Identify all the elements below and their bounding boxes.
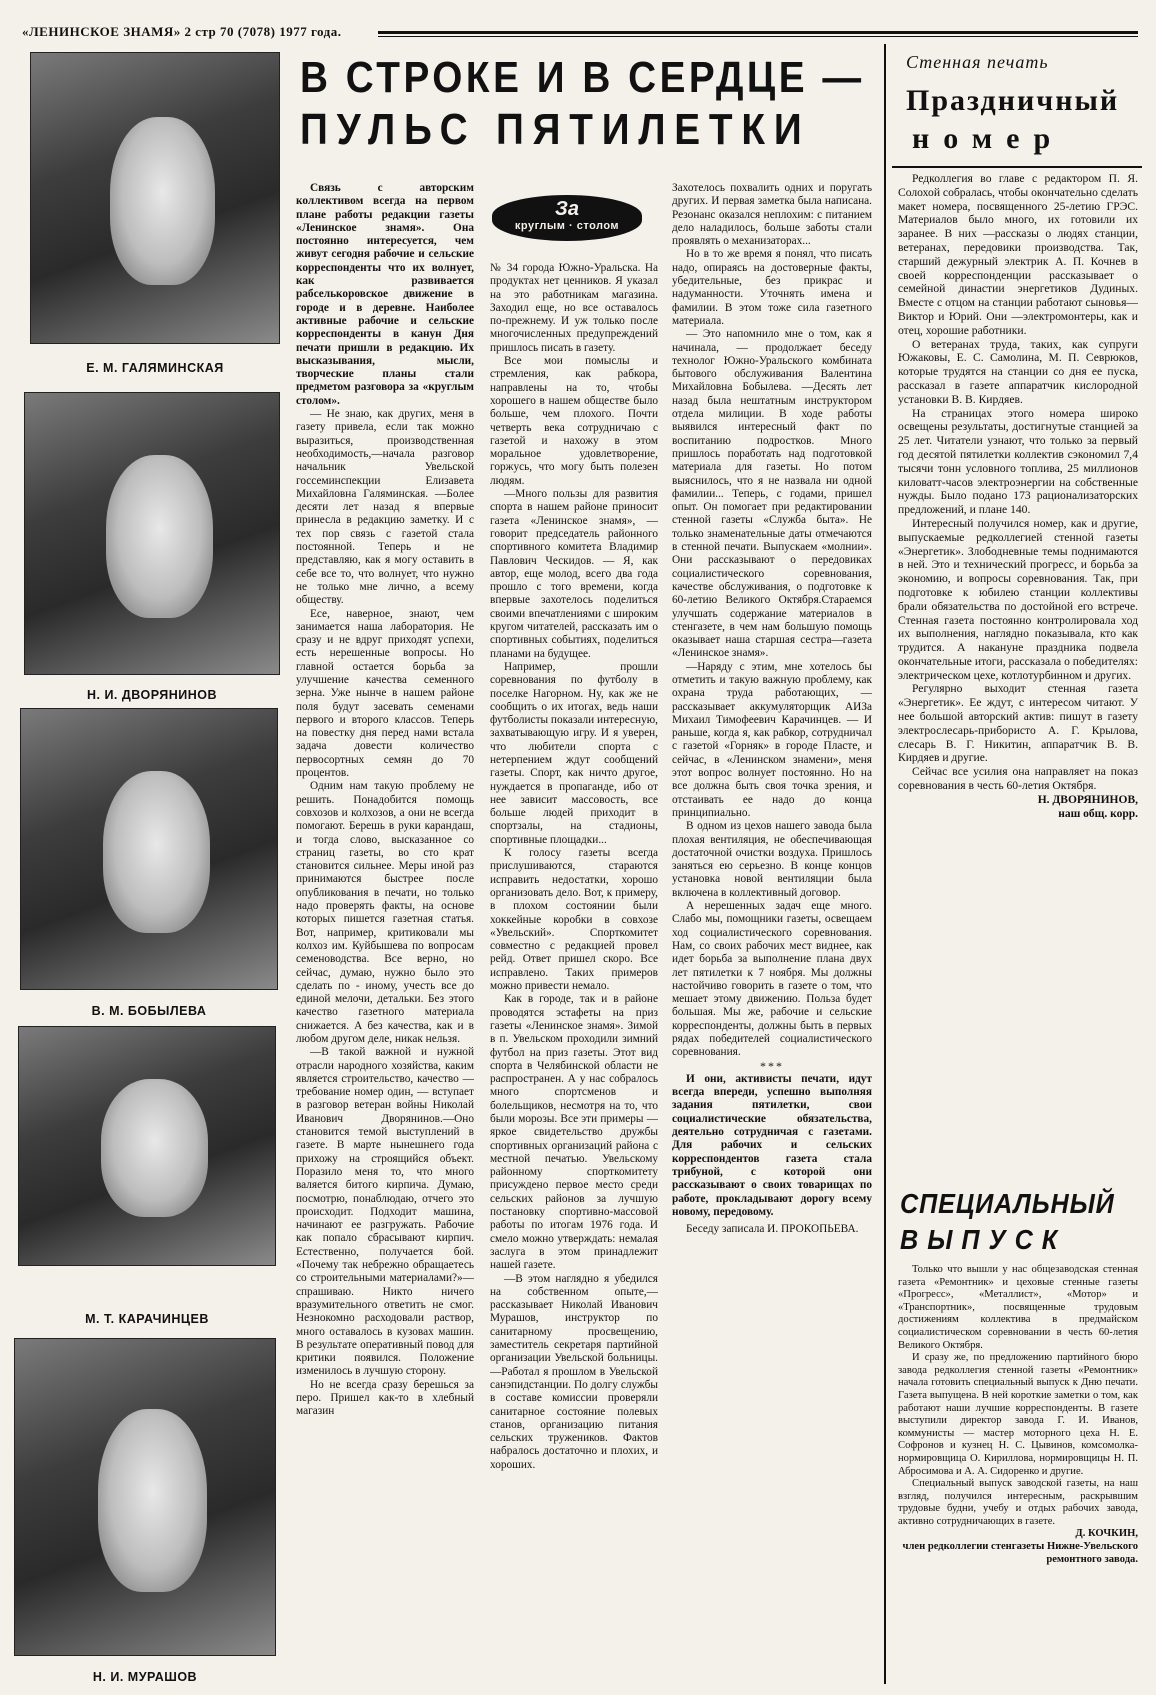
special-title-line-1: СПЕЦИАЛЬНЫЙ bbox=[900, 1188, 1115, 1219]
side-signature-role: наш общ. корр. bbox=[1058, 807, 1138, 820]
paragraph: — Это напомнило мне о том, как я начинала, — продолжает беседу технолог Южно-Уральского комбината бытового обслуживания Валентина Михайловна Бобылева. —Десять лет назад была нештатным инструктором отдела милиции. В ходе работы выявился интересный факт по воспитанию подростков. Много пришлось поработать над подготовкой материала для газеты. Но потом выяснилось, что я не назвала ни одной фамилии... Теперь, с годами, пришел опыт. Он помогает при редактировании стенной газеты «Служба быта». Не только знаменательные даты отмечаются в стенной печати. Выпускаем «молнии». Они рассказывают о передовиках социалистического соревнования, качестве обслуживания, о подготовке к 60-летию Великого Октября.Стараемся улучшать содержание материалов в стенгазете, в чем нам большую помощь оказывает наша старшая сестра—газета «Ленинское знамя». bbox=[672, 328, 872, 660]
paragraph: —В этом наглядно я убедился на собственном опыте,— рассказывает Николай Иванович Мурашов, инструктор по санитарному просвещению, заместитель секретаря партийной организации Увельской больницы. —Работал я прошлом в Увельской санэпидстанции. По долгу службы в составе комиссии проверяли санитарное состояние полевых станов, организацию питания сельских тружеников. Фактов набралось достаточно и плохих, и хороших. bbox=[490, 1272, 658, 1471]
side-article-title bbox=[906, 82, 1119, 158]
paragraph: № 34 города Южно-Уральска. На продуктах нет ценников. Я указал на это работникам магазина. Заходил еще, но все оставалось по-прежнему. И уж только после многочисленных предупреждений пришлось писать в газету. bbox=[490, 262, 658, 354]
paragraph: —Много пользы для развития спорта в нашем районе приносит газета «Ленинское знамя», — говорит председатель районного спортивного комитета Владимир Павлович Ческидов. — Я, как автор, еще молод, всего два года прошло с того времени, когда впервые захотелось поделиться своими впечатлениями с широким кругом читателей, рассказать им о спортивных событиях, поделиться планами на будущее. bbox=[490, 488, 658, 660]
headline-line-1: В СТРОКЕ И В СЕРДЦЕ — bbox=[300, 53, 865, 102]
paragraph: Все мои помыслы и стремления, как рабкора, направлены на то, чтобы хорошего в нашем обществе было больше, чем плохого. Почти четверть века сотрудничаю с газетой и нахожу в этом моральное удовлетворение, горжусь, что могу быть полезен людям. bbox=[490, 355, 658, 487]
special-signature-name: Д. КОЧКИН, bbox=[1075, 1528, 1138, 1540]
article-lead: Связь с авторским коллективом всегда на первом плане работы редакции газеты «Ленинское знамя». Она постоянно интересуется, чем живут сегодня рабочие и сельские корреспонденты что их волнует, как развивается рабселькоровское движение в городе и в деревне. Наиболее активные рабочие и сельские корреспонденты в канун Дня печати пришли в редакцию. Их высказывания, мысли, творческие планы стали предметом разговора за «круглым столом». bbox=[296, 182, 474, 407]
special-title-line-2: ВЫПУСК bbox=[900, 1224, 1067, 1255]
paragraph: Захотелось похвалить одних и поругать других. И первая заметка была написана. Резонанс оказался неплохим: с питанием дело наладилось, больше заботы стали проявлять о механизаторах... bbox=[672, 182, 872, 248]
headline-line-2: ПУЛЬС ПЯТИЛЕТКИ bbox=[300, 105, 811, 154]
section-divider-stars: *** bbox=[760, 1058, 784, 1073]
paragraph: На страницах этого номера широко освещены результаты, достигнутые станцией за 25 лет. Читатели узнают, что только за первый год десятой пятилетки коллектив сэкономил 7,4 тысячи тонн условного топлива, 25 миллионов киловатт-часов электроэнергии на собственные нужды. Было подано 173 рационализаторских предложений, и плане 140. bbox=[898, 406, 1138, 517]
portrait-photo-3 bbox=[20, 708, 278, 990]
portrait-photo-5 bbox=[14, 1338, 276, 1656]
photo-caption-4: М. Т. КАРАЧИНЦЕВ bbox=[85, 1312, 209, 1326]
paragraph: А нерешенных задач еще много. Слабо мы, помощники газеты, освещаем ход социалистического соревнования. Нам, со своих рабочих мест виднее, как идет борьба за выполнение плана двух лет пятилетки к 7 ноября. Мы должны настойчиво говорить в газете о том, что мешает этому движению. Польза будет большая. Мы же, рабочие и сельские корреспонденты, должны быть в первых рядах победителей социалистического соревнования. bbox=[672, 900, 872, 1059]
title-underline bbox=[892, 166, 1142, 168]
badge-line-1: За bbox=[555, 198, 579, 220]
portrait-photo-4 bbox=[18, 1026, 276, 1266]
side-signature-name: Н. ДВОРЯНИНОВ, bbox=[1037, 793, 1138, 806]
paragraph: Специальный выпуск заводской газеты, на наш взгляд, получился интересным, раскрывшим трудовые будни, учебу и отдых рабочих завода, активно сотрудничающих в газете. bbox=[898, 1478, 1138, 1527]
photo-caption-1: Е. М. ГАЛЯМИНСКАЯ bbox=[86, 361, 224, 375]
paragraph: Только что вышли у нас общезаводская стенная газета «Ремонтник» и цеховые стенные газеты «Прогресс», «Металлист», «Мотор» и «Транспортник», посвященные трудовым достижениям коллектива в предмайском социалистическом соревновании в честь 60-летия Великого Октября. bbox=[898, 1264, 1138, 1351]
paragraph: Но в то же время я понял, что писать надо, опираясь на достоверные факты, убедительные, без прикрас и надуманности. Уточнять имена и фамилии. В этом тоже сила газетного материала. bbox=[672, 248, 872, 327]
round-table-badge bbox=[492, 195, 642, 241]
column-divider bbox=[884, 44, 886, 1684]
paragraph: Например, прошли соревнования по футболу в поселке Нагорном. Ну, как же не сообщить о их итогах, ведь наши футболисты показали интересную, захватывающую игру. И я уверен, что любители спорта с нетерпением ждут сообщений газеты. Спорт, как ничто другое, нуждается в пропаганде, ибо от нее зависит массовость, все больше людей приходит в спортзалы, на стадионы, спортивные площадки... bbox=[490, 660, 658, 846]
paragraph: Интересный получился номер, как и другие, выпускаемые редколлегией стенной газеты «Энергетик». Злободневные темы поднимаются в ней. Это и технический прогресс, и борьба за экономию, и вопросы соревнования. Так, при подготовке к юбилею станции коллективы брали обязательства по достойной его встрече. Стенная газета постоянно контролировала ход их выполнения, наглядно показывала, кто как трудится. А накануне праздника подвела окончательные итоги, рассказала о победителях: электрическом цехе, котлотурбинном и других. bbox=[898, 516, 1138, 682]
masthead: «ЛЕНИНСКОЕ ЗНАМЯ» 2 стр 70 (7078) 1977 года. bbox=[22, 24, 342, 39]
headline bbox=[300, 52, 865, 156]
paragraph: Как в городе, так и в районе проводятся эстафеты на приз газеты «Ленинское знамя». Зимой в п. Увельском проходили зимний футбол на приз газеты. Этот вид спорта в Челябинской области не распространен. А у нас собралось много спортсменов и болельщиков, несмотря на то, что были морозы. Все эти примеры —яркое свидетельство дружбы спортивных организаций района с местной печатью. Увельскому районному спорткомитету присуждено первое место среди сельских районов за лучшую постановку спортивно-массовой работы по итогам 1976 года. И смело можно утверждать: немалая заслуга в этом принадлежит нашей газете. bbox=[490, 993, 658, 1272]
portrait-photo-1 bbox=[30, 52, 280, 344]
photo-caption-5: Н. И. МУРАШОВ bbox=[92, 1670, 198, 1684]
paragraph: Есе, наверное, знают, чем занимается наша лаборатория. Не сразу и не вдруг приходят успехи, есть нерешенные вопросы. Но главной остается борьба за улучшение качества семенного зерна. Уже нынче в нашем районе поля будут засевать семенами первого и второго классов. Теперь на повестку дня перед нами встала задача довести количество первосортных семян до 70 процентов. bbox=[296, 607, 474, 780]
side-title-line-1: Праздничный bbox=[906, 84, 1120, 117]
special-signature-role: член редколлегии стенгазеты Нижне-Увельского ремонтного завода. bbox=[902, 1541, 1138, 1565]
paragraph: Регулярно выходит стенная газета «Энергетик». Ее ждут, с интересом читают. У нее большой авторский актив: пишут в газету электрослесарь-прибористо А. Г. Крылова, слесарь В. Г. Никитин, аппаратчик В. В. Кирдяев и другие. bbox=[898, 682, 1138, 765]
masthead-rule-2 bbox=[378, 36, 1138, 37]
paragraph: В одном из цехов нашего завода была плохая вентиляция, не обеспечивающая достаточной очистки воздуха. Пришлось заняться ею серьезно. В конце концов установка новой вентиляции была включена в коллективный договор. bbox=[672, 820, 872, 899]
masthead-rule bbox=[378, 31, 1138, 34]
special-issue-body bbox=[898, 1264, 1138, 1686]
paragraph: О ветеранах труда, таких, как супруги Южаковы, Е. С. Самолина, М. П. Севрюков, которые трудятся на станции со дня ее пуска, рассказал в газете аппаратчик кислородной установки В. В. Кирдяев. bbox=[898, 337, 1138, 406]
portrait-photo-2 bbox=[24, 392, 280, 675]
rubric-wall-press: Стенная печать bbox=[906, 52, 1049, 72]
photo-caption-3: В. М. БОБЫЛЕВА bbox=[91, 1004, 207, 1018]
paragraph: —Наряду с этим, мне хотелось бы отметить и такую важную проблему, как охрана труда работающих, — рассказывает аккумуляторщик АИЗа Михаил Тимофеевич Карачинцев. — И раньше, когда я, как рабкор, сотрудничал с газетой «Горняк» в городе Пласте, и сейчас, в «Ленинском знамени», меня этот вопрос волнует постоянно. Но на все должна быть своя точка зрения, и отстаивать ее надо до конца принципиально. bbox=[672, 660, 872, 819]
article-column-1 bbox=[296, 182, 474, 1687]
paragraph: Но не всегда сразу берешься за перо. Пришел как-то в хлебный магазин bbox=[296, 1378, 474, 1418]
special-issue-title bbox=[900, 1186, 1115, 1258]
paragraph: И они, активисты печати, идут всегда впереди, успешно выполняя задания пятилетки, свои социалистические обязательства, деятельно сотрудничая с газетами. Для рабочих и сельских корреспондентов газета стала трибуной, с которой они рассказывают о своих товарищах по работе, прокладывают дорогу всему новому, передовому. bbox=[672, 1072, 872, 1218]
article-column-3 bbox=[672, 182, 872, 1682]
side-article-body bbox=[898, 172, 1138, 1174]
paragraph: — Не знаю, как других, меня в газету привела, если так можно выразиться, производственная необходимость,—начала разговор начальник Увельской госсеминспекции Елизавета Михайловна Галяминская. —Более десяти лет назад я впервые принесла в редакцию заметку. И с тех пор связь с газетой стала постоянной. Теперь и не представляю, как я могу оставить в себе все то, что волнует, что нужно не только мне лично, а всему обществу. bbox=[296, 408, 474, 607]
paragraph: И сразу же, по предложению партийного бюро завода редколлегия стенной газеты «Ремонтник» начала готовить специальный выпуск к Дню печати. Газета выпущена. В ней короткие заметки о том, как работают наши лучшие корреспонденты. В газете выступили директор завода Г. И. Иванов, коммунисты — мастер моторного цеха Н. Е. Софронов и кузнец Н. С. Цывинов, комсомолка-нормировщица О. Кириллова, нормировщицы Н. П. Абросимова и А. А. Сидоренко и другие. bbox=[898, 1352, 1138, 1477]
paragraph: Сейчас все усилия она направляет на показ соревнования в честь 60-летия Октября. bbox=[898, 765, 1138, 793]
paragraph: К голосу газеты всегда прислушиваются, стараются исправить недостатки, хорошо организовать дело. Вот, к примеру, в плохом состоянии были хоккейные коробки в совхозе «Увельский». Спорткомитет совместно с редакцией провел рейд. Ответ пришел скоро. Все исправлено. Таких примеров можно привести немало. bbox=[490, 847, 658, 993]
paragraph: Редколлегия во главе с редактором П. Я. Солохой собралась, чтобы окончательно сделать макет номера, посвященного 25-летию ГРЭС. Материалов было много, их готовили их заранее. В них —рассказы о людях станции, ветеранах, передовики производства. Так, старший дежурный электрик А. П. Кочнев в своей корреспонденции рассказывает о семейной династии энергетиков Дудиных. Вместе с отцом на станции работают сыновья—Виктор и Юрий. Они —электромонтеры, как и отец, хорошие работники. bbox=[898, 172, 1138, 337]
badge-line-2: круглым · столом bbox=[514, 220, 620, 232]
photo-caption-2: Н. И. ДВОРЯНИНОВ bbox=[86, 688, 218, 702]
article-column-2 bbox=[490, 262, 658, 1687]
interview-signature: Беседу записала И. ПРОКОПЬЕВА. bbox=[686, 1223, 859, 1236]
side-title-line-2: номер bbox=[912, 122, 1065, 155]
paragraph: Одним нам такую проблему не решить. Понадобится помощь совхозов и колхозов, а они не всегда помогают. Берешь в руки карандаш, и тогда слово, высказанное со страниц газеты, во сто крат становится сильнее. Меры иной раз принимаются быстрее после опубликования в печати, но только надо проверять факты, на основе которых пишется газетная статья. Вот, например, критиковали мы колхоз им. Куйбышева по вопросам семеноводства. Все верно, но сейчас, думаю, нужно было это сделать по - иному, учесть все до единой мелочи, детальки. Без этого качество газетного материала снижается. А без качества, как и в любом другом деле, никак нельзя. bbox=[296, 780, 474, 1045]
paragraph: —В такой важной и нужной отрасли народного хозяйства, каким является строительство, качество — требование номер один, — вступает в разговор ветеран войны Николай Иванович Дворянинов.—Оно становится темой выступлений в газете. В марте нынешнего года прихожу на строящийся объект. Поразило меня то, что много валяется битого кирпича. Думаю, посмотрю, понаблюдаю, отчего это происходит. Подходит машина, начинают ее разгружать. Рабочие как попало сбрасывают кирпич. Естественно, получается бой. «Почему так небрежно обращаетесь со строительными материалами?»—спрашиваю. Никто ничего вразумительного ответить не смог. Незнокомно расходовали раствор, много оставалось в кузовах машин. В результате оперативный повод для критики появился. Положение изменилось в лучшую сторону. bbox=[296, 1046, 474, 1378]
